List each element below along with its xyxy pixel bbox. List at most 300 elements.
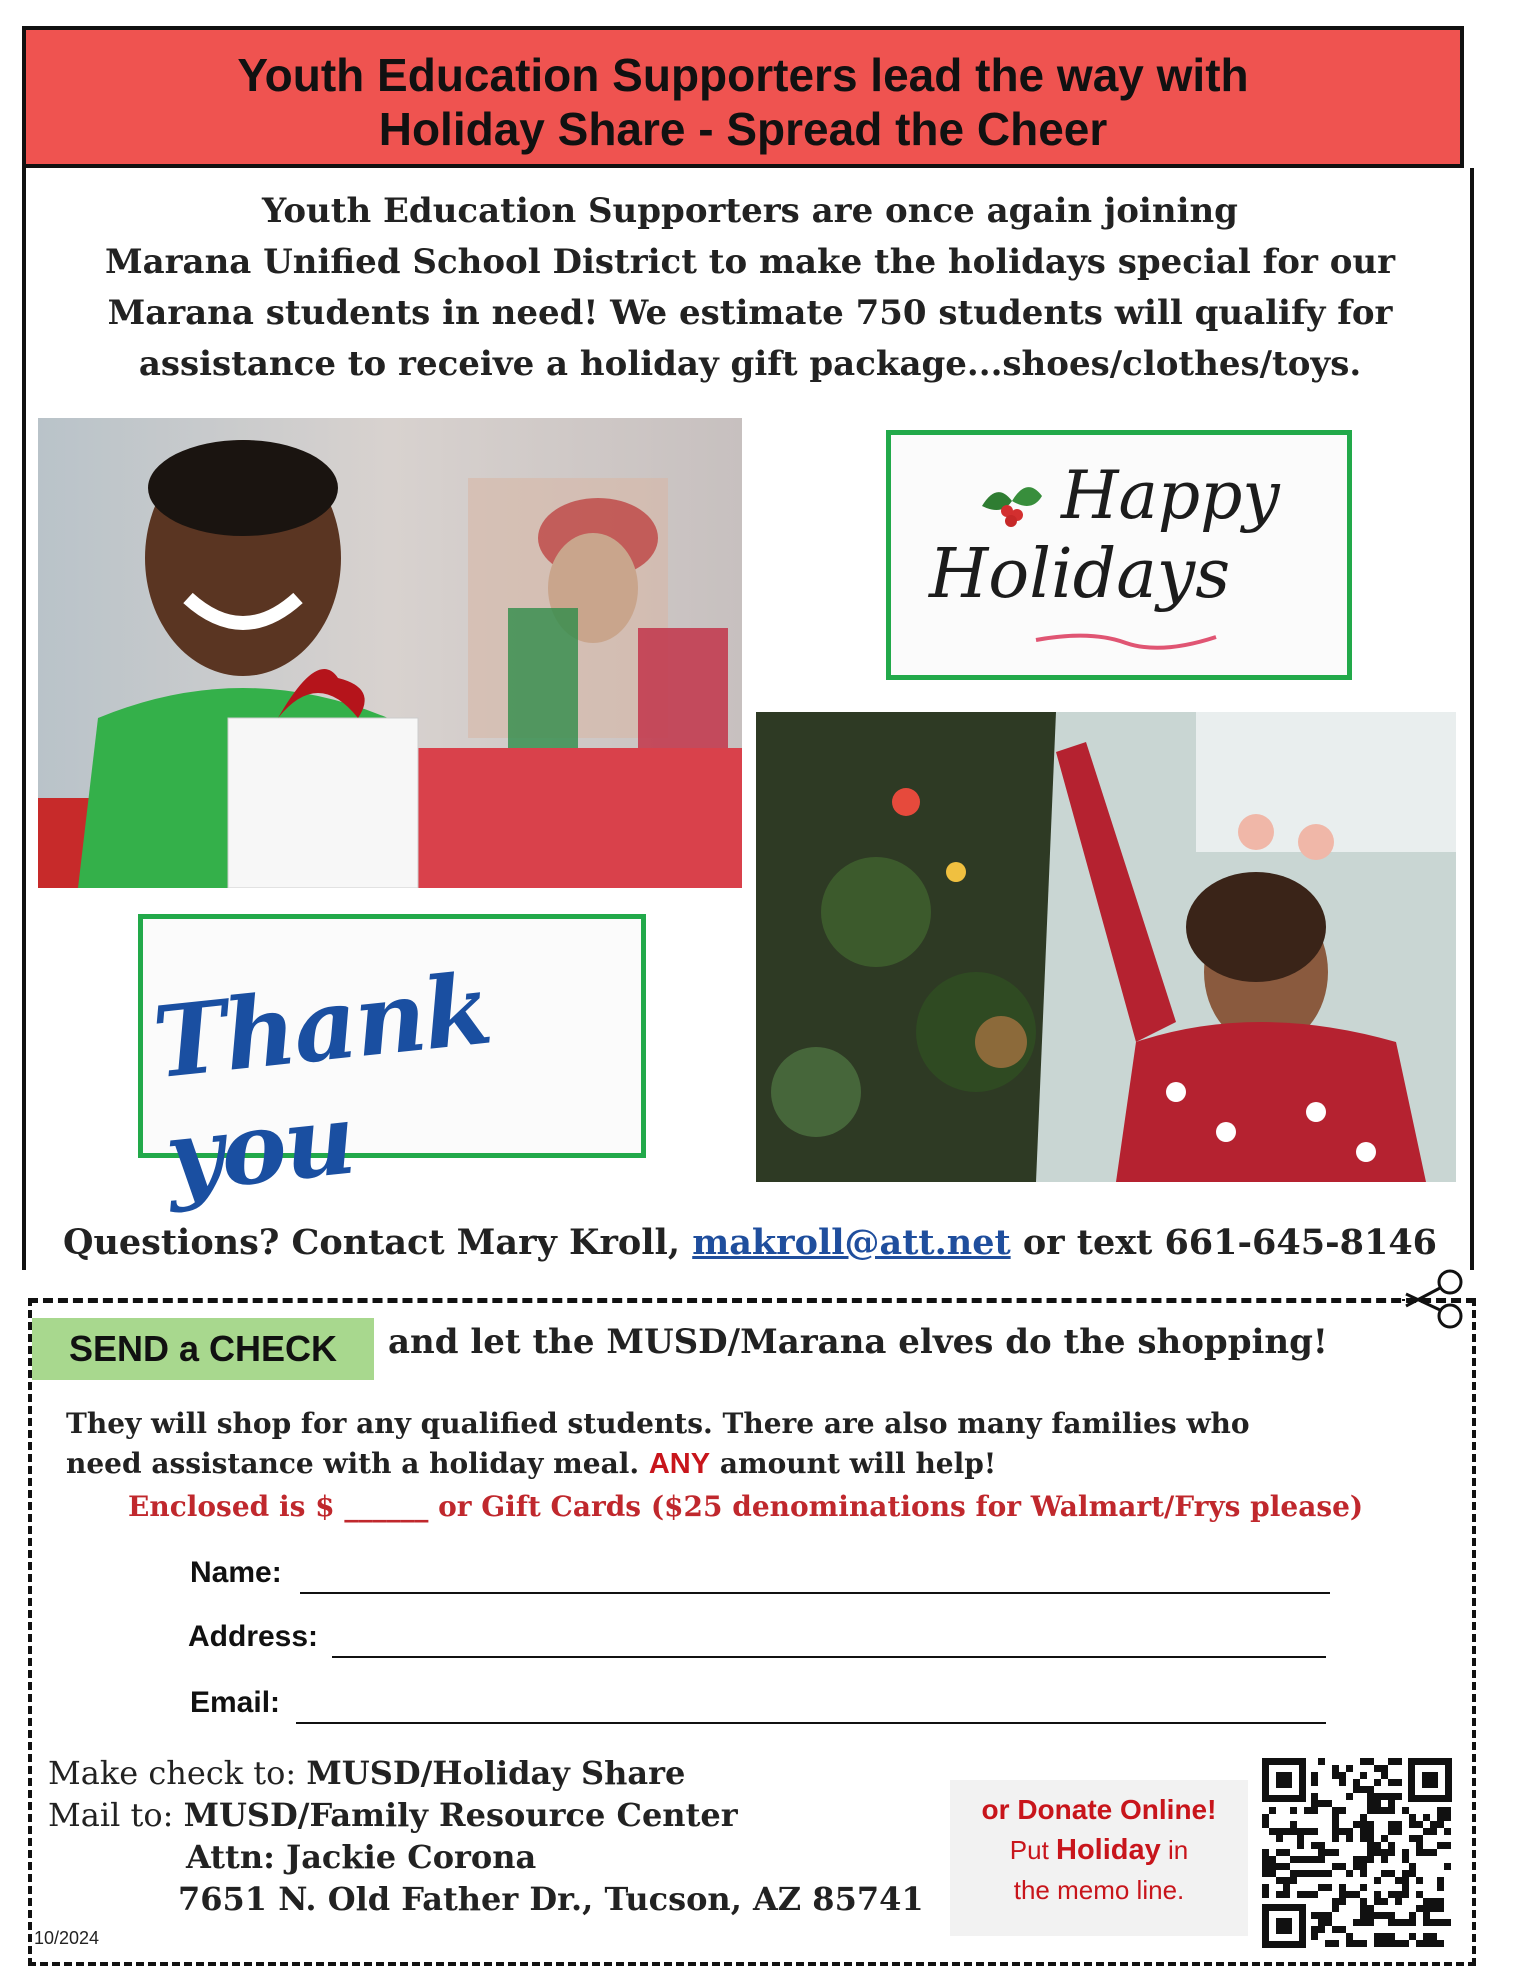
qr-module	[1409, 1919, 1416, 1926]
qr-module	[1339, 1863, 1346, 1870]
holiday-keyword: Holiday	[1056, 1834, 1161, 1866]
qr-module	[1297, 1891, 1304, 1898]
qr-module	[1430, 1919, 1437, 1926]
qr-module	[1367, 1793, 1374, 1800]
qr-module	[1311, 1779, 1318, 1786]
qr-module	[1311, 1856, 1318, 1863]
qr-module	[1332, 1926, 1339, 1933]
qr-module	[1290, 1870, 1297, 1877]
qr-module	[1374, 1779, 1381, 1786]
qr-module	[1304, 1856, 1311, 1863]
qr-module	[1416, 1891, 1423, 1898]
qr-module	[1395, 1793, 1402, 1800]
qr-module	[1332, 1898, 1339, 1905]
version-date: 10/2024	[34, 1928, 100, 1948]
qr-module	[1437, 1919, 1444, 1926]
qr-module	[1395, 1828, 1402, 1835]
qr-module	[1402, 1807, 1409, 1814]
qr-module	[1353, 1856, 1360, 1863]
qr-module	[1388, 1933, 1395, 1940]
qr-module	[1318, 1856, 1325, 1863]
qr-module	[1395, 1877, 1402, 1884]
scissors-icon	[1400, 1268, 1466, 1330]
qr-module	[1367, 1821, 1374, 1828]
qr-module	[1367, 1800, 1374, 1807]
mail-to-label: Mail to:	[48, 1796, 174, 1834]
qr-module	[1360, 1786, 1367, 1793]
holly-icon	[977, 471, 1047, 531]
qr-module	[1367, 1842, 1374, 1849]
qr-module	[1332, 1849, 1339, 1856]
qr-module	[1311, 1842, 1318, 1849]
shopping-note-line: They will shop for any qualified students. There are also many families who	[66, 1407, 1250, 1440]
qr-module	[1374, 1800, 1381, 1807]
qr-module	[1437, 1842, 1444, 1849]
qr-module	[1339, 1891, 1346, 1898]
qr-module	[1262, 1856, 1269, 1863]
qr-module	[1332, 1772, 1339, 1779]
contact-suffix: or text 661-645-8146	[1010, 1222, 1438, 1263]
email-label: Email:	[190, 1686, 281, 1719]
qr-module	[1269, 1807, 1276, 1814]
qr-module	[1416, 1842, 1423, 1849]
qr-module	[1360, 1863, 1367, 1870]
qr-module	[1276, 1891, 1283, 1898]
qr-module	[1367, 1786, 1374, 1793]
qr-module	[1311, 1800, 1318, 1807]
qr-module	[1388, 1940, 1395, 1947]
qr-module	[1367, 1849, 1374, 1856]
send-check-caption: and let the MUSD/Marana elves do the shopping!	[388, 1322, 1328, 1362]
qr-module	[1381, 1807, 1388, 1814]
qr-module	[1388, 1919, 1395, 1926]
qr-module	[1430, 1940, 1437, 1947]
qr-module	[1416, 1835, 1423, 1842]
qr-module	[1325, 1919, 1332, 1926]
qr-module	[1290, 1877, 1297, 1884]
qr-module	[1339, 1807, 1346, 1814]
qr-module	[1367, 1856, 1374, 1863]
qr-module	[1381, 1870, 1388, 1877]
qr-module	[1332, 1835, 1339, 1842]
qr-module	[1276, 1835, 1283, 1842]
qr-module	[1423, 1905, 1430, 1912]
qr-module	[1276, 1828, 1283, 1835]
qr-module	[1444, 1919, 1451, 1926]
qr-module	[1262, 1870, 1269, 1877]
qr-module	[1297, 1835, 1304, 1842]
qr-module	[1437, 1807, 1444, 1814]
qr-module	[1409, 1814, 1416, 1821]
shopping-note-text: need assistance with a holiday meal.	[66, 1447, 649, 1480]
qr-module	[1374, 1765, 1381, 1772]
qr-module	[1381, 1765, 1388, 1772]
qr-module	[1444, 1842, 1451, 1849]
qr-module	[1409, 1863, 1416, 1870]
qr-module	[1367, 1835, 1374, 1842]
qr-module	[1444, 1807, 1451, 1814]
qr-module	[1360, 1940, 1367, 1947]
donate-memo-line	[950, 1834, 1248, 1867]
donate-text: in	[1160, 1835, 1189, 1865]
qr-module	[1416, 1940, 1423, 1947]
attn-line	[186, 1836, 536, 1878]
qr-module	[1360, 1758, 1367, 1765]
qr-module	[1283, 1828, 1290, 1835]
qr-module	[1332, 1905, 1339, 1912]
qr-module	[1269, 1870, 1276, 1877]
qr-module	[1304, 1891, 1311, 1898]
make-check-value: MUSD/Holiday Share	[306, 1754, 686, 1792]
qr-module	[1297, 1870, 1304, 1877]
qr-module	[1402, 1940, 1409, 1947]
qr-module	[1430, 1849, 1437, 1856]
qr-module	[1353, 1821, 1360, 1828]
qr-module	[1437, 1898, 1444, 1905]
qr-module	[1388, 1779, 1395, 1786]
qr-module	[1325, 1800, 1332, 1807]
qr-module	[1423, 1919, 1430, 1926]
qr-module	[1332, 1863, 1339, 1870]
qr-module	[1297, 1828, 1304, 1835]
qr-module	[1388, 1821, 1395, 1828]
qr-module	[1388, 1807, 1395, 1814]
qr-module	[1367, 1758, 1374, 1765]
qr-module	[1395, 1940, 1402, 1947]
qr-module	[1311, 1933, 1318, 1940]
address-label: Address:	[188, 1620, 319, 1653]
photo-boy-with-gift	[38, 418, 742, 888]
qr-module	[1388, 1912, 1395, 1919]
qr-module	[1325, 1940, 1332, 1947]
qr-module	[1388, 1758, 1395, 1765]
qr-module	[1311, 1870, 1318, 1877]
qr-module	[1388, 1793, 1395, 1800]
qr-module	[1402, 1891, 1409, 1898]
qr-module	[1318, 1849, 1325, 1856]
qr-module	[1388, 1870, 1395, 1877]
address-field[interactable]	[332, 1656, 1326, 1658]
qr-module	[1269, 1856, 1276, 1863]
thank-you-text: Thank you	[148, 951, 496, 1216]
donate-online-heading: or Donate Online!	[981, 1794, 1217, 1825]
qr-module	[1423, 1814, 1430, 1821]
qr-module	[1332, 1765, 1339, 1772]
qr-module	[1269, 1828, 1276, 1835]
qr-module	[1409, 1912, 1416, 1919]
mail-to-value: MUSD/Family Resource Center	[183, 1796, 738, 1834]
qr-module	[1374, 1842, 1381, 1849]
qr-module	[1402, 1856, 1409, 1863]
make-check-line	[48, 1752, 685, 1794]
qr-module	[1311, 1828, 1318, 1835]
intro-paragraph	[40, 186, 1460, 390]
qr-module	[1423, 1898, 1430, 1905]
qr-module	[1381, 1856, 1388, 1863]
qr-module	[1262, 1849, 1269, 1856]
qr-module	[1374, 1933, 1381, 1940]
qr-module	[1283, 1884, 1290, 1891]
qr-module	[1416, 1905, 1423, 1912]
qr-module	[1416, 1877, 1423, 1884]
qr-module	[1437, 1814, 1444, 1821]
qr-module	[1311, 1912, 1318, 1919]
qr-module	[1360, 1884, 1367, 1891]
happy-holidays-card	[886, 430, 1352, 680]
qr-module	[1283, 1863, 1290, 1870]
qr-module	[1276, 1877, 1283, 1884]
qr-module	[1290, 1807, 1297, 1814]
donate-memo-line-2: the memo line.	[1013, 1875, 1185, 1905]
photo-girl-decorating-tree	[756, 712, 1456, 1182]
qr-module	[1262, 1814, 1269, 1821]
qr-module	[1360, 1905, 1367, 1912]
qr-module	[1297, 1842, 1304, 1849]
qr-module	[1388, 1842, 1395, 1849]
attn-value: Attn: Jackie Corona	[186, 1838, 537, 1876]
qr-code[interactable]	[1262, 1758, 1452, 1948]
qr-module	[1444, 1863, 1451, 1870]
qr-module	[1339, 1898, 1346, 1905]
qr-module	[1430, 1933, 1437, 1940]
qr-module	[1402, 1919, 1409, 1926]
contact-line	[40, 1222, 1460, 1263]
qr-module	[1346, 1933, 1353, 1940]
qr-module	[1262, 1884, 1269, 1891]
qr-module	[1374, 1793, 1381, 1800]
qr-module	[1360, 1814, 1367, 1821]
qr-module	[1409, 1835, 1416, 1842]
qr-module	[1395, 1891, 1402, 1898]
qr-module	[1360, 1919, 1367, 1926]
qr-module	[1430, 1828, 1437, 1835]
qr-module	[1395, 1779, 1402, 1786]
make-check-label: Make check to:	[48, 1754, 297, 1792]
qr-module	[1318, 1758, 1325, 1765]
qr-module	[1381, 1933, 1388, 1940]
qr-module	[1437, 1940, 1444, 1947]
qr-module	[1374, 1940, 1381, 1947]
qr-module	[1346, 1765, 1353, 1772]
holidays-text: Holidays	[929, 535, 1231, 614]
qr-module	[1430, 1821, 1437, 1828]
intro-line: Marana Unified School District to make the holidays special for our	[104, 242, 1396, 282]
qr-module	[1332, 1807, 1339, 1814]
qr-module	[1388, 1828, 1395, 1835]
qr-module	[1360, 1828, 1367, 1835]
qr-module	[1367, 1912, 1374, 1919]
send-a-check-badge: SEND a CHECK	[32, 1318, 374, 1380]
qr-module	[1423, 1912, 1430, 1919]
qr-module	[1395, 1919, 1402, 1926]
qr-module	[1325, 1870, 1332, 1877]
qr-module	[1339, 1779, 1346, 1786]
any-emphasis: ANY	[648, 1448, 711, 1480]
qr-module	[1353, 1891, 1360, 1898]
qr-module	[1339, 1884, 1346, 1891]
qr-module	[1283, 1877, 1290, 1884]
qr-module	[1318, 1919, 1325, 1926]
qr-module	[1262, 1821, 1269, 1828]
qr-module	[1444, 1828, 1451, 1835]
qr-module	[1388, 1800, 1395, 1807]
qr-module	[1353, 1940, 1360, 1947]
thank-you-card	[138, 914, 646, 1216]
qr-module	[1339, 1926, 1346, 1933]
qr-module	[1262, 1891, 1269, 1898]
qr-module	[1395, 1821, 1402, 1828]
qr-module	[1297, 1856, 1304, 1863]
qr-module	[1374, 1912, 1381, 1919]
qr-module	[1346, 1828, 1353, 1835]
qr-module	[1276, 1863, 1283, 1870]
street-value: 7651 N. Old Father Dr., Tucson, AZ 85741	[178, 1880, 924, 1918]
qr-module	[1360, 1912, 1367, 1919]
qr-module	[1381, 1849, 1388, 1856]
qr-module	[1409, 1933, 1416, 1940]
qr-module	[1360, 1856, 1367, 1863]
qr-module	[1332, 1940, 1339, 1947]
email-field[interactable]	[296, 1722, 1326, 1724]
qr-module	[1353, 1786, 1360, 1793]
qr-module	[1311, 1793, 1318, 1800]
qr-module	[1290, 1821, 1297, 1828]
qr-module	[1360, 1870, 1367, 1877]
qr-module	[1381, 1793, 1388, 1800]
qr-module	[1360, 1821, 1367, 1828]
street-line	[178, 1878, 924, 1920]
qr-module	[1381, 1772, 1388, 1779]
qr-module	[1409, 1870, 1416, 1877]
qr-module	[1388, 1849, 1395, 1856]
qr-module	[1423, 1849, 1430, 1856]
qr-module	[1409, 1821, 1416, 1828]
qr-module	[1332, 1821, 1339, 1828]
qr-module	[1423, 1933, 1430, 1940]
qr-module	[1416, 1849, 1423, 1856]
qr-module	[1346, 1835, 1353, 1842]
qr-module	[1304, 1870, 1311, 1877]
qr-module	[1402, 1884, 1409, 1891]
qr-module	[1360, 1835, 1367, 1842]
qr-module	[1318, 1800, 1325, 1807]
qr-module	[1381, 1835, 1388, 1842]
qr-module	[1353, 1779, 1360, 1786]
header-banner	[22, 26, 1464, 168]
qr-module	[1381, 1940, 1388, 1947]
qr-module	[1283, 1849, 1290, 1856]
qr-module	[1423, 1940, 1430, 1947]
qr-module	[1346, 1870, 1353, 1877]
contact-email-link[interactable]: makroll@att.net	[692, 1222, 1011, 1263]
ribbon-flourish	[1031, 625, 1221, 655]
qr-module	[1262, 1863, 1269, 1870]
qr-module	[1437, 1884, 1444, 1891]
name-label: Name:	[190, 1556, 282, 1589]
qr-module	[1360, 1772, 1367, 1779]
contact-prefix: Questions? Contact Mary Kroll,	[62, 1222, 693, 1263]
qr-module	[1395, 1758, 1402, 1765]
qr-module	[1332, 1828, 1339, 1835]
intro-line: Marana students in need! We estimate 750 students will qualify for	[107, 293, 1393, 333]
qr-module	[1374, 1807, 1381, 1814]
qr-module	[1346, 1793, 1353, 1800]
qr-module	[1402, 1877, 1409, 1884]
qr-module	[1388, 1891, 1395, 1898]
intro-line: Youth Education Supporters are once again joining	[262, 191, 1238, 231]
title-line-1: Youth Education Supporters lead the way with	[237, 49, 1249, 101]
qr-module	[1304, 1807, 1311, 1814]
qr-module	[1374, 1849, 1381, 1856]
qr-module	[1423, 1828, 1430, 1835]
qr-module	[1430, 1905, 1437, 1912]
donate-text: Put	[1009, 1835, 1057, 1865]
qr-module	[1353, 1919, 1360, 1926]
qr-module	[1374, 1891, 1381, 1898]
qr-module	[1339, 1772, 1346, 1779]
qr-module	[1430, 1898, 1437, 1905]
qr-module	[1290, 1856, 1297, 1863]
qr-module	[1374, 1898, 1381, 1905]
qr-module	[1311, 1807, 1318, 1814]
qr-module	[1283, 1891, 1290, 1898]
qr-module	[1437, 1905, 1444, 1912]
qr-module	[1437, 1877, 1444, 1884]
qr-module	[1367, 1919, 1374, 1926]
name-field[interactable]	[300, 1592, 1330, 1594]
qr-module	[1367, 1828, 1374, 1835]
qr-module	[1311, 1891, 1318, 1898]
qr-module	[1276, 1849, 1283, 1856]
qr-module	[1402, 1849, 1409, 1856]
qr-module	[1325, 1884, 1332, 1891]
qr-module	[1318, 1884, 1325, 1891]
qr-module	[1381, 1912, 1388, 1919]
qr-module	[1311, 1772, 1318, 1779]
qr-module	[1381, 1898, 1388, 1905]
enclosed-amount-line: Enclosed is $ ______ or Gift Cards ($25 denominations for Walmart/Frys please)	[128, 1490, 1364, 1523]
donate-online-box	[950, 1780, 1248, 1936]
mail-to-line	[48, 1794, 738, 1836]
qr-module	[1346, 1940, 1353, 1947]
happy-text: Happy	[1061, 457, 1280, 534]
qr-module	[1318, 1912, 1325, 1919]
qr-module	[1416, 1821, 1423, 1828]
qr-module	[1444, 1814, 1451, 1821]
qr-module	[1437, 1821, 1444, 1828]
qr-module	[1402, 1870, 1409, 1877]
qr-module	[1367, 1905, 1374, 1912]
qr-module	[1346, 1891, 1353, 1898]
intro-line: assistance to receive a holiday gift package...shoes/clothes/toys.	[138, 344, 1362, 384]
qr-module	[1318, 1842, 1325, 1849]
qr-module	[1290, 1828, 1297, 1835]
qr-module	[1318, 1870, 1325, 1877]
qr-module	[1395, 1898, 1402, 1905]
qr-module	[1360, 1898, 1367, 1905]
qr-module	[1339, 1828, 1346, 1835]
qr-module	[1374, 1877, 1381, 1884]
qr-module	[1304, 1828, 1311, 1835]
shopping-note	[66, 1404, 1250, 1484]
title-line-2: Holiday Share - Spread the Cheer	[378, 103, 1108, 155]
qr-module	[1325, 1912, 1332, 1919]
qr-module	[1325, 1849, 1332, 1856]
qr-module	[1318, 1926, 1325, 1933]
qr-module	[1367, 1807, 1374, 1814]
shopping-note-text: amount will help!	[710, 1447, 997, 1480]
qr-module	[1311, 1926, 1318, 1933]
